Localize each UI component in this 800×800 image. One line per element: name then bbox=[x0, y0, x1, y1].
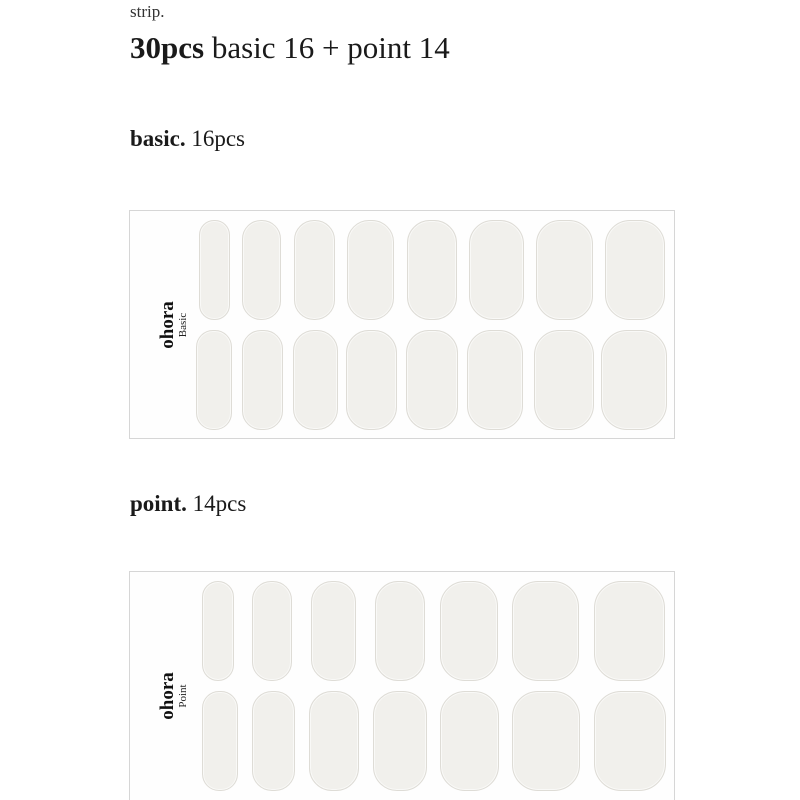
nail-tip bbox=[407, 220, 457, 320]
nail-tip bbox=[373, 691, 427, 791]
nail-tip bbox=[202, 581, 234, 681]
headline-detail: basic 16 + point 14 bbox=[211, 30, 450, 65]
basic-brand-label bbox=[154, 295, 194, 355]
headline-count: 30pcs bbox=[130, 30, 205, 65]
nail-tip bbox=[346, 330, 397, 430]
basic-title: basic. bbox=[130, 126, 186, 151]
nail-tip bbox=[347, 220, 394, 320]
nail-tip bbox=[512, 581, 579, 681]
point-brand-label bbox=[154, 666, 194, 726]
nail-tip bbox=[311, 581, 356, 681]
nail-tip bbox=[467, 330, 523, 430]
nail-tip bbox=[536, 220, 593, 320]
nail-tip bbox=[469, 220, 524, 320]
basic-brand-sub: Basic bbox=[176, 312, 189, 338]
point-nail-sheet bbox=[129, 571, 675, 800]
nail-tip bbox=[601, 330, 667, 430]
nail-tip bbox=[242, 220, 281, 320]
point-section-title bbox=[130, 491, 246, 517]
point-count: 14pcs bbox=[192, 491, 247, 516]
intro-text: strip. bbox=[130, 2, 165, 21]
nail-tip bbox=[293, 330, 338, 430]
nail-tip bbox=[594, 581, 665, 681]
nail-tip bbox=[242, 330, 283, 430]
nail-tip bbox=[440, 691, 499, 791]
nail-tip bbox=[594, 691, 666, 791]
nail-tip bbox=[199, 220, 230, 320]
basic-count: 16pcs bbox=[191, 126, 246, 151]
nail-tip bbox=[534, 330, 594, 430]
basic-section-title bbox=[130, 126, 245, 152]
nail-tip bbox=[294, 220, 335, 320]
point-brand-name: ohora bbox=[156, 672, 178, 720]
nail-tip bbox=[375, 581, 425, 681]
basic-nail-sheet bbox=[129, 210, 675, 439]
nail-tip bbox=[202, 691, 238, 791]
nail-tip bbox=[309, 691, 359, 791]
basic-brand-name: ohora bbox=[156, 301, 178, 349]
point-brand-sub: Point bbox=[176, 684, 189, 708]
nail-tip bbox=[196, 330, 232, 430]
nail-tip bbox=[512, 691, 580, 791]
nail-tip bbox=[406, 330, 458, 430]
point-title: point. bbox=[130, 491, 187, 516]
nail-tip bbox=[252, 581, 292, 681]
nail-tip bbox=[440, 581, 498, 681]
product-headline bbox=[130, 30, 450, 66]
nail-tip bbox=[252, 691, 295, 791]
nail-tip bbox=[605, 220, 665, 320]
